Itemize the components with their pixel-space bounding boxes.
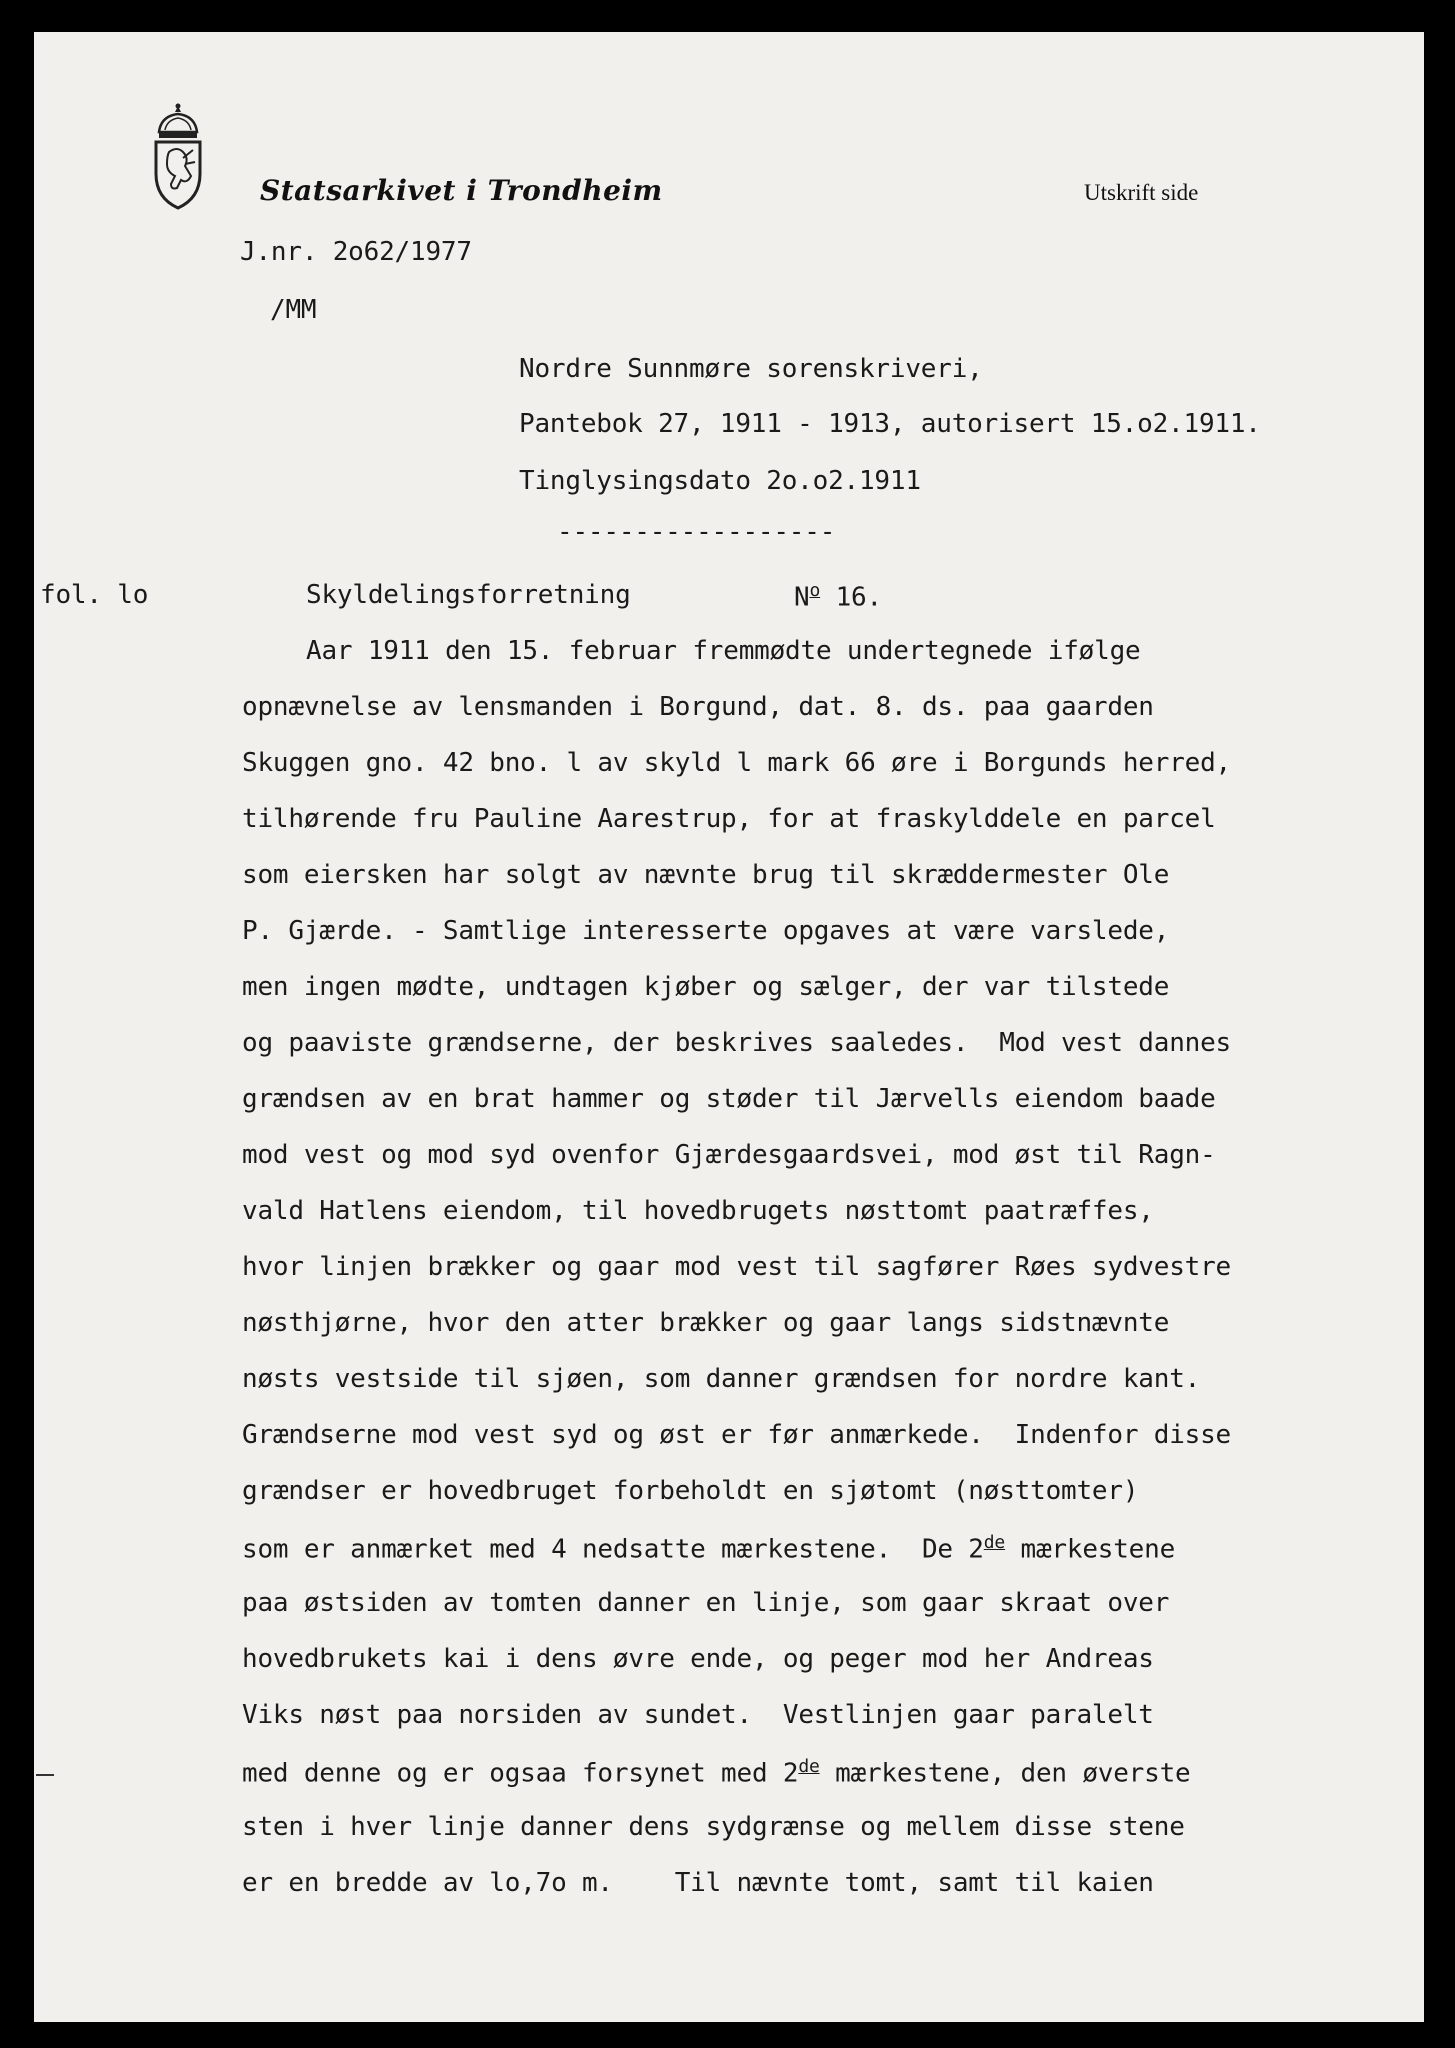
archive-watermark bbox=[1324, 92, 1404, 1992]
body-line: grændser er hovedbruget forbeholdt en sjøtomt (nøsttomter) bbox=[242, 1476, 1139, 1506]
body-line: tilhørende fru Pauline Aarestrup, for at fraskylddele en parcel bbox=[242, 804, 1216, 834]
journal-number: J.nr. 2o62/1977 bbox=[240, 237, 472, 267]
entry-title: Skyldelingsforretning bbox=[306, 580, 631, 610]
body-line: hovedbrukets kai i dens øvre ende, og peger mod her Andreas bbox=[242, 1644, 1154, 1674]
body-line: Grændserne mod vest syd og øst er før anmærkede. Indenfor disse bbox=[242, 1420, 1232, 1450]
body-line: nøsts vestside til sjøen, som danner grændsen for nordre kant. bbox=[242, 1364, 1201, 1394]
body-line: som eiersken har solgt av nævnte brug til skræddermester Ole bbox=[242, 860, 1170, 890]
initials: /MM bbox=[270, 295, 317, 325]
body-line: grændsen av en brat hammer og støder til Jærvells eiendom baade bbox=[242, 1084, 1216, 1114]
body-line: nøsthjørne, hvor den atter brækker og gaar langs sidstnævnte bbox=[242, 1308, 1170, 1338]
coat-of-arms-icon bbox=[147, 102, 209, 212]
ordinal-sup: de bbox=[798, 1756, 820, 1777]
body-line: sten i hver linje danner dens sydgrænse og mellem disse stene bbox=[242, 1812, 1185, 1842]
body-line: som er anmærket med 4 nedsatte mærkestene. De 2de mærkestene bbox=[242, 1532, 1176, 1565]
body-line: mod vest og mod syd ovenfor Gjærdesgaardsvei, mod øst til Ragn- bbox=[242, 1140, 1216, 1170]
archive-name: Statsarkivet i Trondheim bbox=[260, 174, 663, 207]
body-line: vald Hatlens eiendom, til hovedbrugets nøsttomt paatræffes, bbox=[242, 1196, 1154, 1226]
separator-line: ------------------ bbox=[557, 517, 836, 547]
margin-dash bbox=[36, 1774, 54, 1776]
document-page bbox=[34, 32, 1424, 2022]
source-office: Nordre Sunnmøre sorenskriveri, bbox=[519, 354, 983, 384]
body-line: hvor linjen brækker og gaar mod vest til sagfører Røes sydvestre bbox=[242, 1252, 1232, 1282]
body-line: men ingen mødte, undtagen kjøber og sælger, der var tilstede bbox=[242, 972, 1170, 1002]
body-line: Aar 1911 den 15. februar fremmødte undertegnede ifølge bbox=[306, 636, 1141, 666]
body-line: paa østsiden av tomten danner en linje, som gaar skraat over bbox=[242, 1588, 1170, 1618]
registration-date: Tinglysingsdato 2o.o2.1911 bbox=[519, 466, 921, 496]
print-page-label: Utskrift side bbox=[1084, 180, 1199, 205]
body-line: og paaviste grændserne, der beskrives saaledes. Mod vest dannes bbox=[242, 1028, 1232, 1058]
body-line: med denne og er ogsaa forsynet med 2de mærkestene, den øverste bbox=[242, 1756, 1191, 1789]
body-line: P. Gjærde. - Samtlige interesserte opgaves at være varslede, bbox=[242, 916, 1170, 946]
body-line: Viks nøst paa norsiden av sundet. Vestlinjen gaar paralelt bbox=[242, 1700, 1154, 1730]
ordinal-sup: de bbox=[983, 1532, 1006, 1553]
body-line: opnævnelse av lensmanden i Borgund, dat. 8. ds. paa gaarden bbox=[242, 692, 1154, 722]
body-line: er en bredde av lo,7o m. Til nævnte tomt, samt til kaien bbox=[242, 1868, 1154, 1898]
entry-number-sup: o bbox=[809, 580, 821, 601]
folio-note: fol. lo bbox=[40, 580, 149, 610]
body-line: Skuggen gno. 42 bno. l av skyld l mark 66 øre i Borgunds herred, bbox=[242, 748, 1232, 778]
entry-number: $N^o$ 16. bbox=[794, 580, 882, 613]
source-book: Pantebok 27, 1911 - 1913, autorisert 15.o2.1911. bbox=[519, 409, 1261, 439]
